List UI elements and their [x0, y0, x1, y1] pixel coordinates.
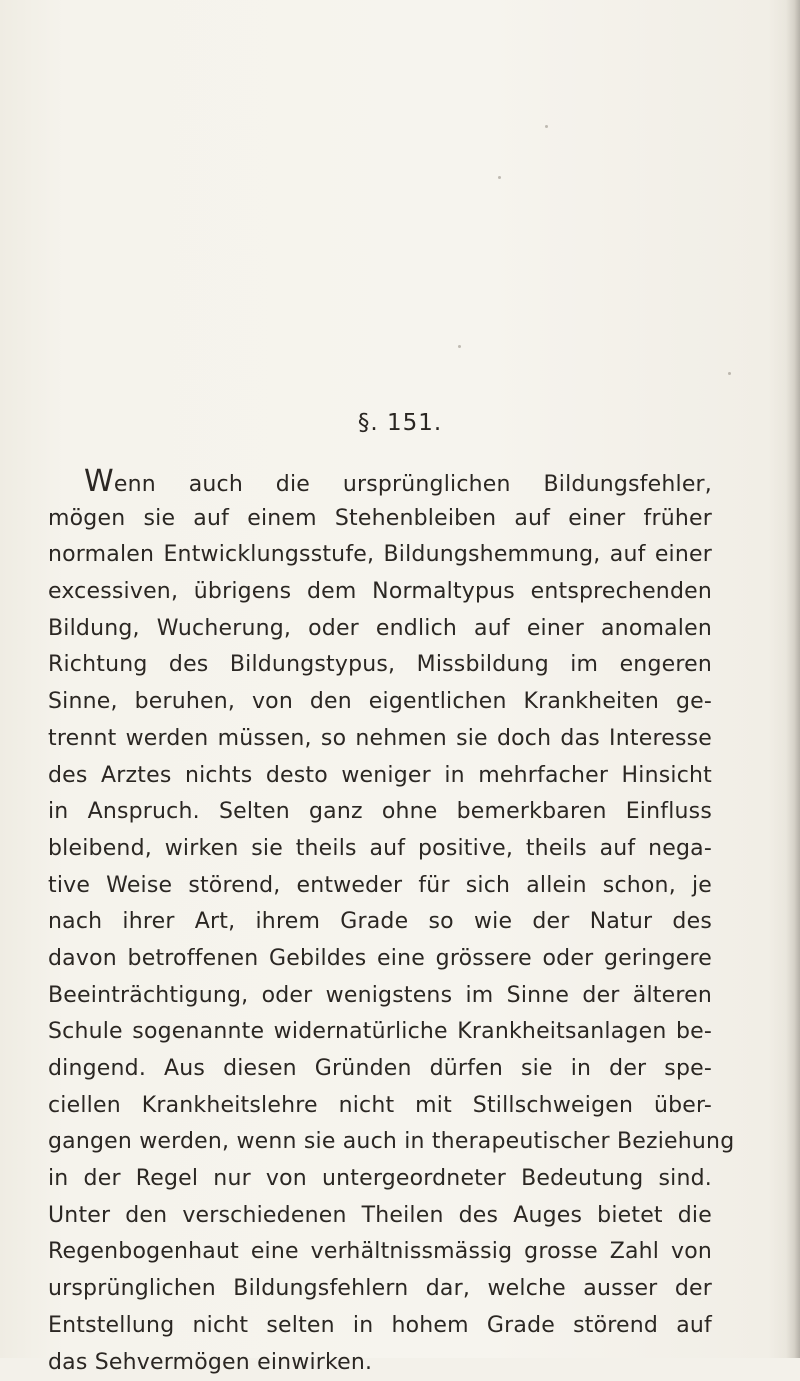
- text-line: Sinne, beruhen, von den eigentlichen Krankheiten ge-: [48, 684, 712, 721]
- text-line: Beeinträchtigung, oder wenigstens im Sinne der älteren: [48, 978, 712, 1015]
- text-line: das Sehvermögen einwirken.: [48, 1345, 712, 1381]
- text-line: in der Regel nur von untergeordneter Bedeutung sind.: [48, 1161, 712, 1198]
- text-line: tive Weise störend, entweder für sich allein schon, je: [48, 868, 712, 905]
- paper-speck: [545, 125, 548, 128]
- text-line: Richtung des Bildungstypus, Missbildung im engeren: [48, 647, 712, 684]
- text-line: des Arztes nichts desto weniger in mehrfacher Hinsicht: [48, 758, 712, 795]
- section-heading: §. 151.: [0, 410, 800, 436]
- text-line: ursprünglichen Bildungsfehlern dar, welche ausser der: [48, 1271, 712, 1308]
- drop-cap: W: [84, 464, 114, 499]
- page-edge-shadow: [786, 0, 800, 1358]
- paper-speck: [728, 372, 731, 375]
- text-line: Wenn auch die ursprünglichen Bildungsfehler,: [48, 464, 712, 501]
- text-line: gangen werden, wenn sie auch in therapeutischer Beziehung: [48, 1124, 712, 1161]
- text-line: trennt werden müssen, so nehmen sie doch das Interesse: [48, 721, 712, 758]
- text-line: ciellen Krankheitslehre nicht mit Stillschweigen über-: [48, 1088, 712, 1125]
- text-line: nach ihrer Art, ihrem Grade so wie der Natur des: [48, 904, 712, 941]
- text-line: excessiven, übrigens dem Normaltypus entsprechenden: [48, 574, 712, 611]
- text-line: Entstellung nicht selten in hohem Grade störend auf: [48, 1308, 712, 1345]
- text-line: Schule sogenannte widernatürliche Krankheitsanlagen be-: [48, 1014, 712, 1051]
- text-line: dingend. Aus diesen Gründen dürfen sie in der spe-: [48, 1051, 712, 1088]
- text-line: davon betroffenen Gebildes eine grössere oder geringere: [48, 941, 712, 978]
- text-line: Regenbogenhaut eine verhältnissmässig grosse Zahl von: [48, 1234, 712, 1271]
- paper-speck: [458, 345, 461, 348]
- text-line: normalen Entwicklungsstufe, Bildungshemmung, auf einer: [48, 537, 712, 574]
- text-line: in Anspruch. Selten ganz ohne bemerkbaren Einfluss: [48, 794, 712, 831]
- body-paragraph: [48, 464, 712, 1381]
- paper-speck: [498, 176, 501, 179]
- text-line: Unter den verschiedenen Theilen des Auges bietet die: [48, 1198, 712, 1235]
- text-line: mögen sie auf einem Stehenbleiben auf einer früher: [48, 501, 712, 538]
- text-line: bleibend, wirken sie theils auf positive, theils auf nega-: [48, 831, 712, 868]
- text-line: Bildung, Wucherung, oder endlich auf einer anomalen: [48, 611, 712, 648]
